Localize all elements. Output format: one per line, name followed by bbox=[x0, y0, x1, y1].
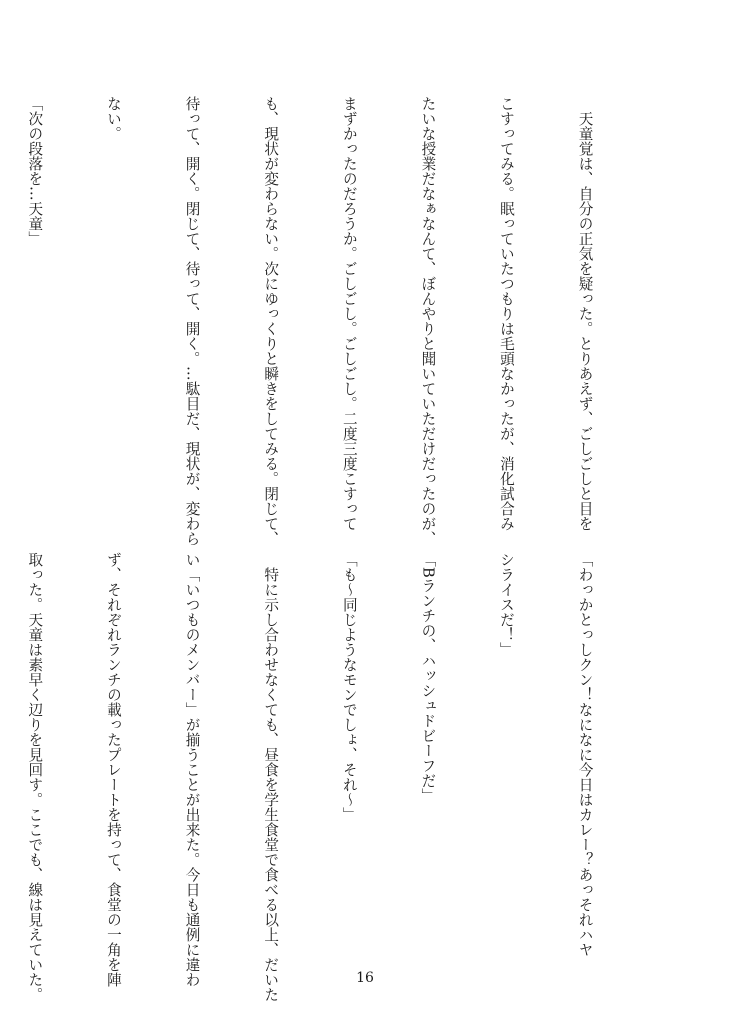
text-line: 特に示し合わせなくても、昼食を学生食堂で食べる以上、だいた bbox=[262, 552, 280, 1002]
text-line: い「いつものメンバー」が揃うことが出来た。今日も通例に違わ bbox=[183, 552, 201, 987]
text-line: 待って、開く。閉じて、待って、開く。…駄目だ、現状が、変わら bbox=[183, 96, 201, 546]
text-line: まずかったのだろうか。ごしごし。ごしごし。二度三度こすって bbox=[340, 96, 358, 531]
text-line: 「Bランチの、ハッシュドビーフだ」 bbox=[419, 552, 437, 804]
text-line: 取った。天童は素早く辺りを見回す。ここでも、線は見えていた。 bbox=[26, 552, 44, 1002]
text-line: ず、それぞれランチの載ったプレートを持って、食堂の一角を陣 bbox=[104, 552, 122, 987]
text-line: 「わっかとっしクン！なになに今日はカレー？あっそれハヤ bbox=[576, 552, 594, 957]
page-number: 16 bbox=[356, 970, 374, 986]
text-line: 天童覚は、自分の正気を疑った。とりあえず、ごしごしと目を bbox=[576, 96, 594, 531]
text-line: 「次の段落を…天童」 bbox=[26, 96, 44, 246]
text-line: も、現状が変わらない。次にゆっくりと瞬きをしてみる。閉じて、 bbox=[262, 96, 280, 546]
text-line: たいな授業だなぁなんて、ぼんやりと聞いていただけだったのが、 bbox=[419, 96, 437, 546]
text-line: こすってみる。眠っていたつもりは毛頭なかったが、消化試合み bbox=[497, 96, 515, 531]
text-line: シライスだ！」 bbox=[497, 552, 515, 657]
text-line: ない。 bbox=[104, 96, 122, 141]
text-line: 「も〜同じようなモンでしょ、それ〜」 bbox=[340, 552, 358, 822]
top-text-block bbox=[26, 96, 650, 546]
